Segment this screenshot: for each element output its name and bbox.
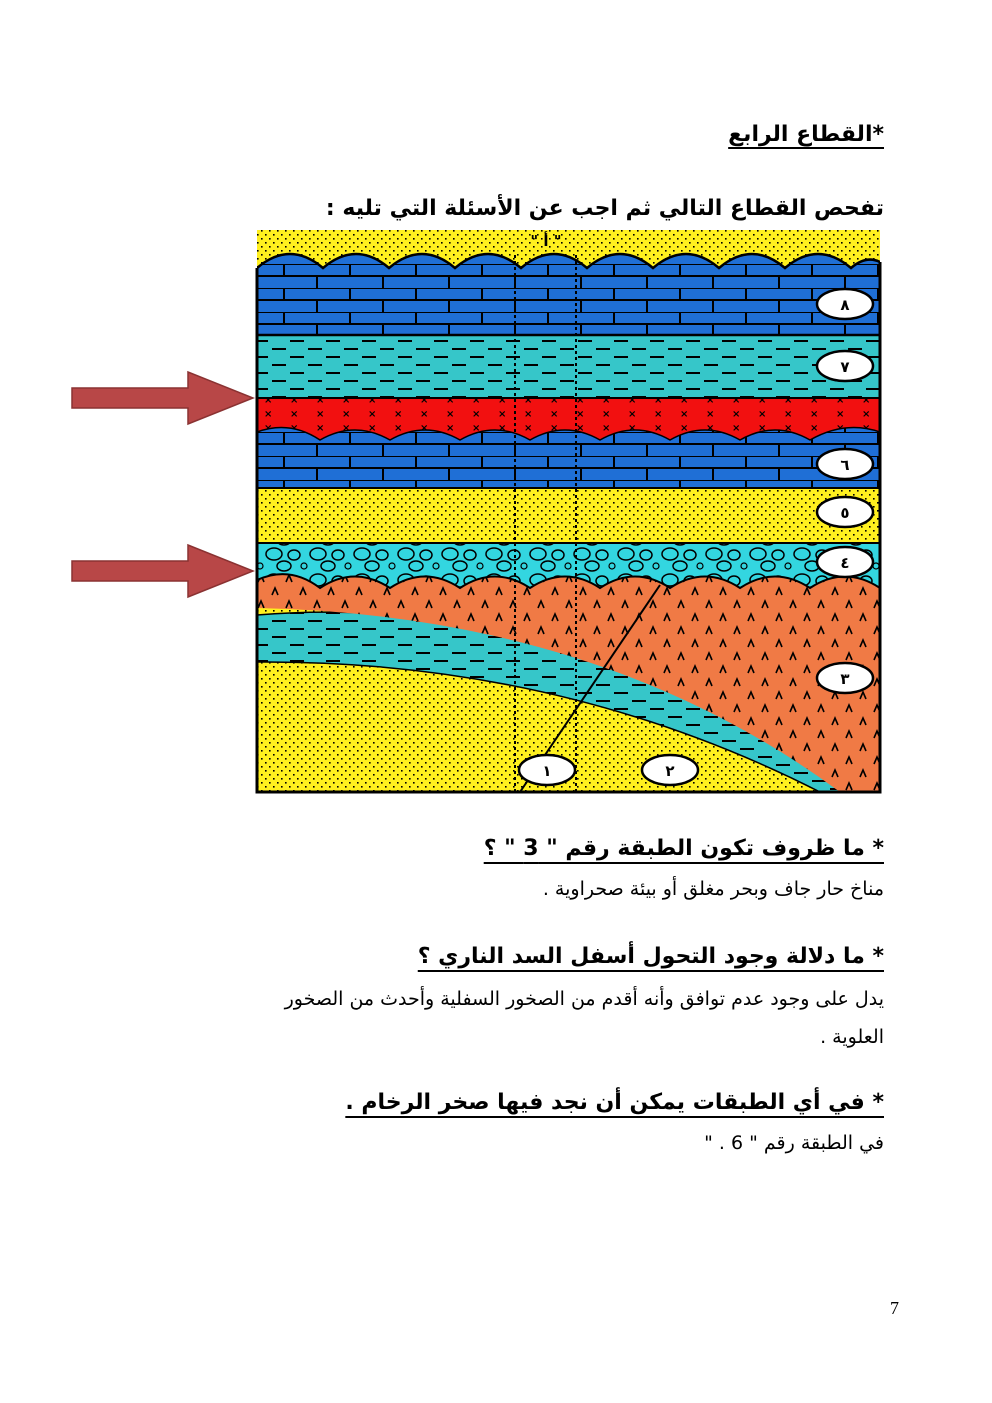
layer-label-8: ٨ bbox=[840, 296, 850, 314]
question-2: * ما دلالة وجود التحول أسفل السد الناري ؟ bbox=[417, 944, 884, 969]
question-1: * ما ظروف تكون الطبقة رقم " 3 " ؟ bbox=[483, 836, 884, 861]
page-number: 7 bbox=[890, 1298, 899, 1318]
layer-7-shale bbox=[257, 335, 880, 398]
layer-5-sandstone bbox=[257, 488, 880, 543]
layer-label-1: ١ bbox=[542, 762, 552, 780]
arrow-unconformity bbox=[72, 545, 253, 597]
answer-1-line-1: مناخ حار جاف وبحر مغلق أو بيئة صحراوية . bbox=[542, 878, 884, 900]
layer-label-5: ٥ bbox=[840, 504, 850, 522]
answer-3-line-1: في الطبقة رقم " 6 . " bbox=[704, 1132, 884, 1154]
section-title: *القطاع الرابع bbox=[728, 122, 884, 147]
arrow-lava-contact bbox=[72, 372, 253, 424]
layer-label-7: ٧ bbox=[840, 358, 850, 376]
answer-2-line-2: العلوية . bbox=[820, 1026, 884, 1048]
answer-2-line-1: يدل على وجود عدم توافق وأنه أقدم من الصخور السفلية وأحدث من الصخور bbox=[284, 988, 884, 1010]
question-3: * في أي الطبقات يمكن أن نجد فيها صخر الرخام . bbox=[345, 1090, 884, 1115]
layer-label-2: ٢ bbox=[665, 762, 675, 780]
layer-label-3: ٣ bbox=[840, 670, 850, 688]
layer-label-4: ٤ bbox=[840, 554, 850, 572]
top-marker: " أ " bbox=[530, 232, 562, 250]
layer-8-limestone bbox=[257, 254, 880, 335]
intro-instruction: تفحص القطاع التالي ثم اجب عن الأسئلة التي تليه : bbox=[325, 196, 884, 221]
layer-label-6: ٦ bbox=[840, 456, 850, 474]
